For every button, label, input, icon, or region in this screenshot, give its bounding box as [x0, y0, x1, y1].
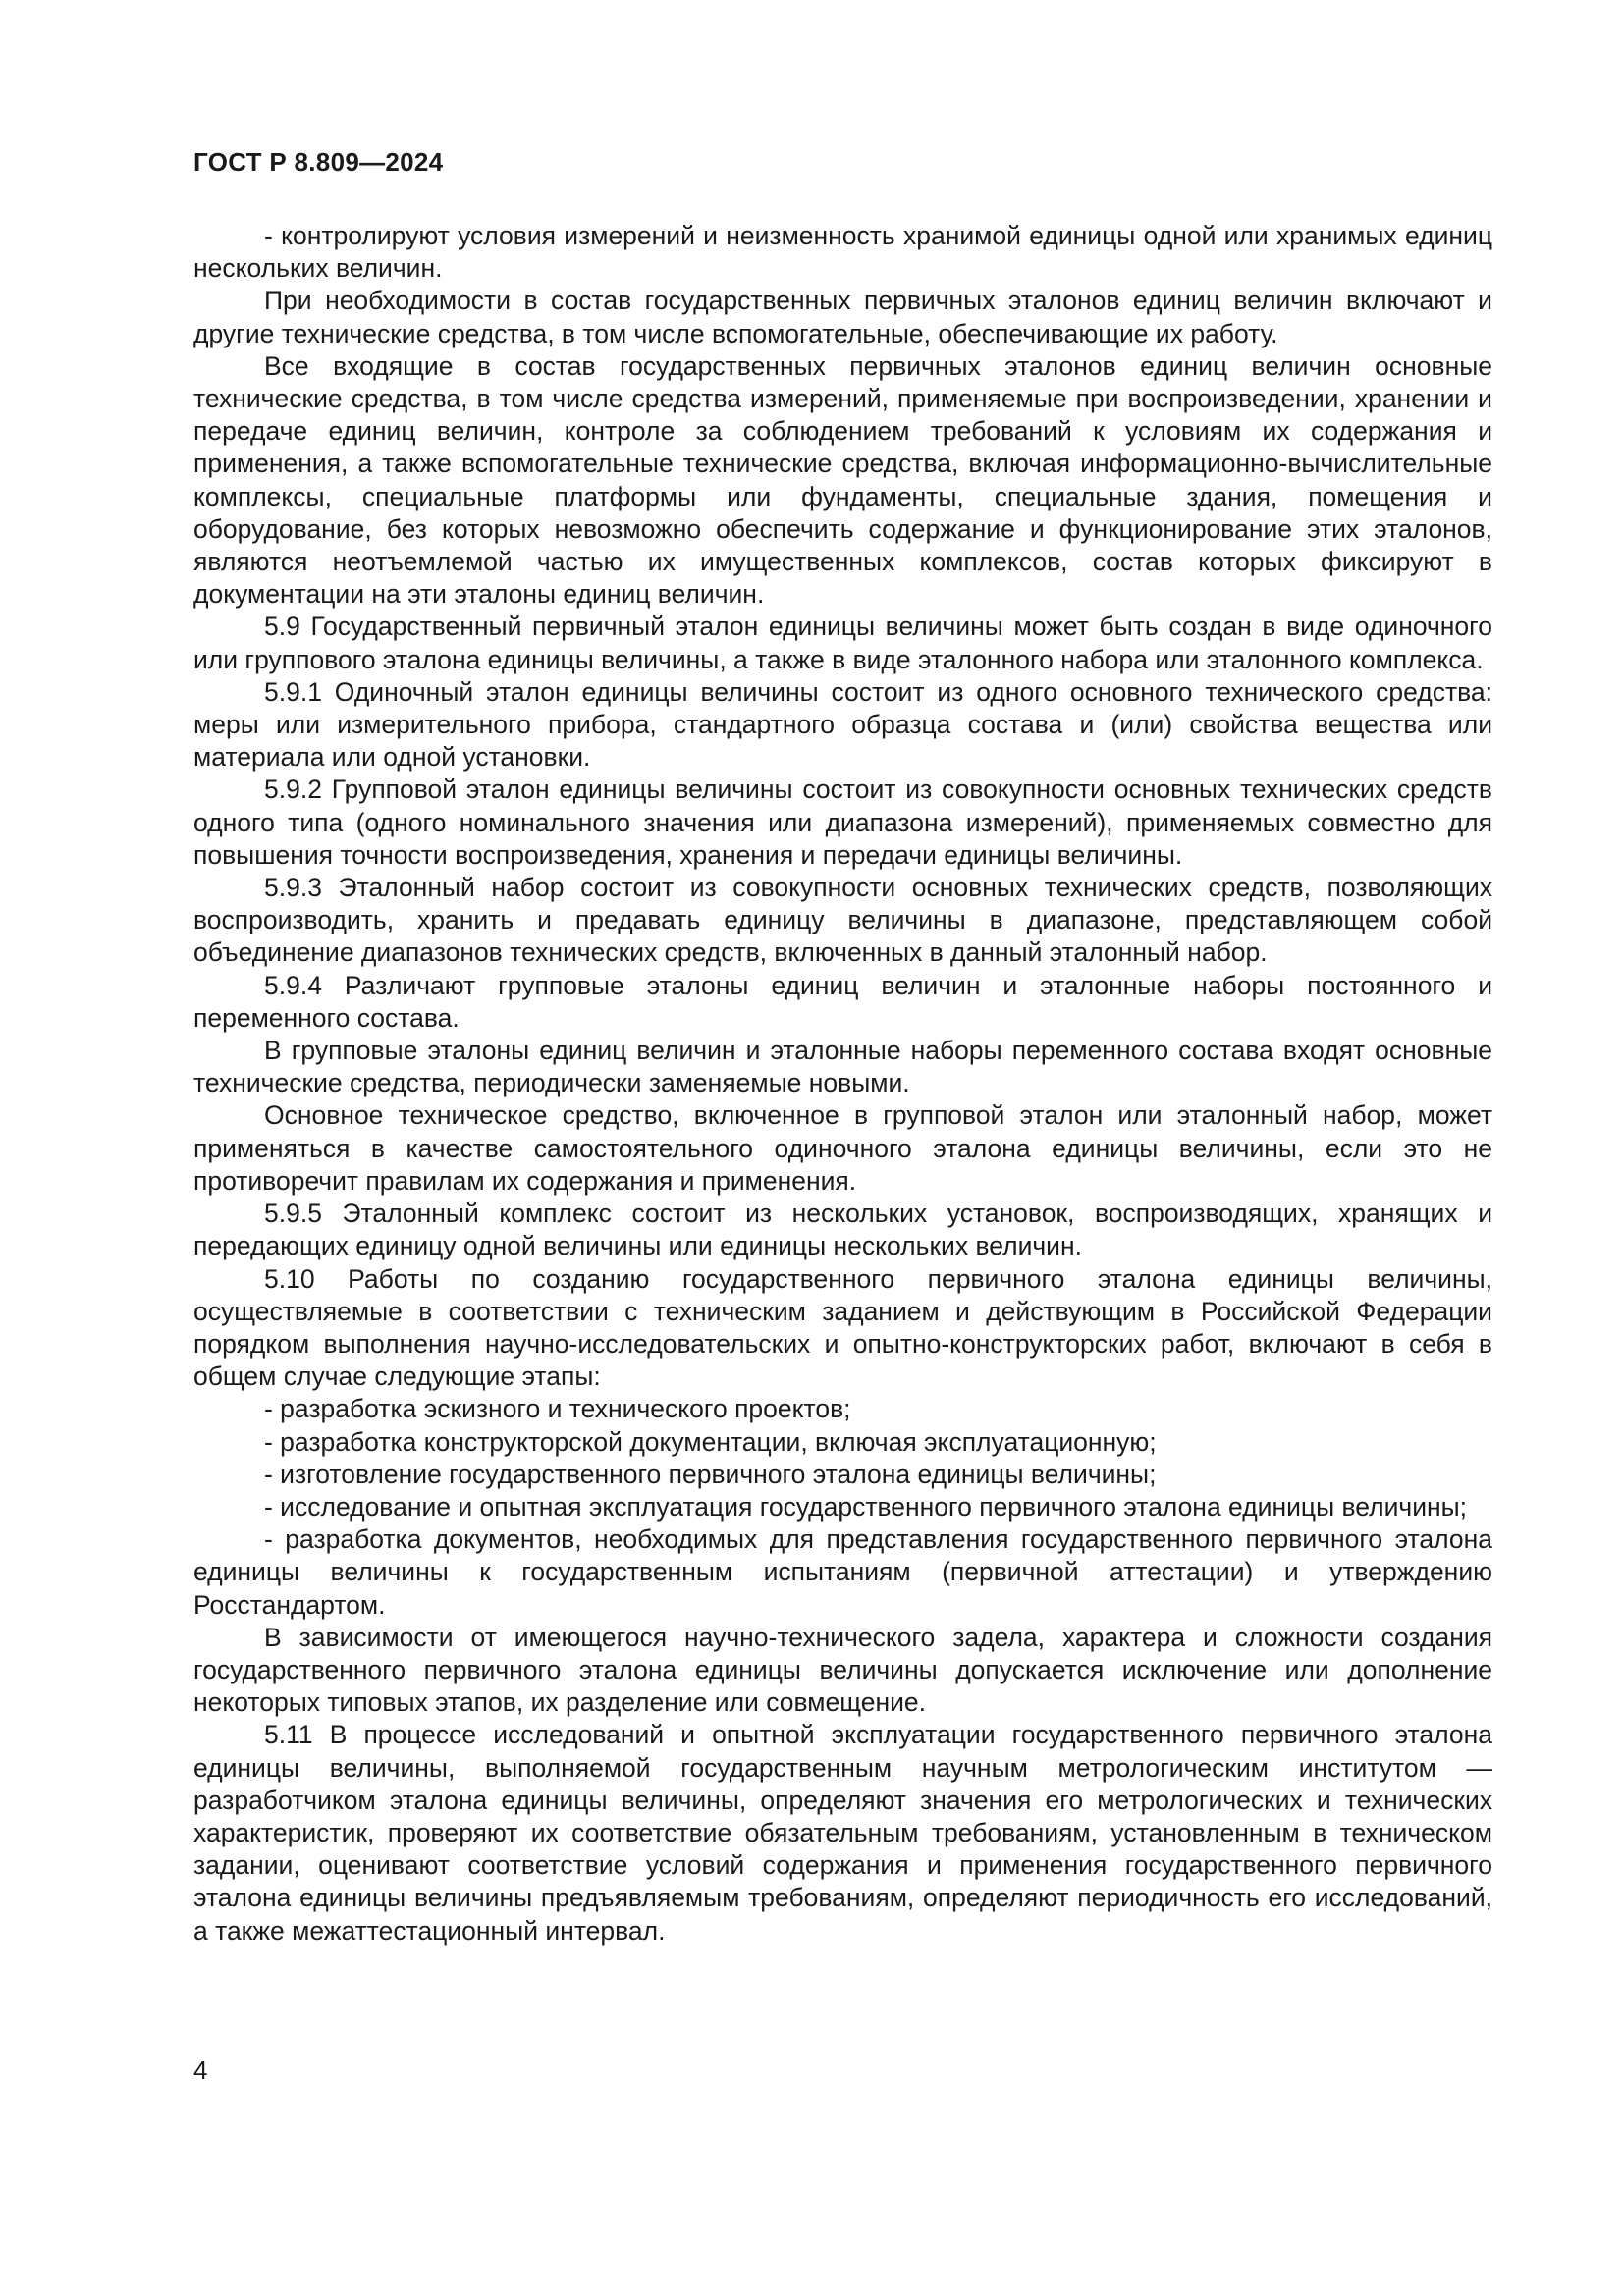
- paragraph: В групповые эталоны единиц величин и эталонные наборы переменного состава входят основные технические средства, периодически заменяемые новыми.: [193, 1036, 1492, 1098]
- paragraph: 5.11 В процессе исследований и опытной эксплуатации государственного первичного эталона единицы величины, выполняемой государственным научным метрологическим институтом — разработчиком эталона единицы величины, определяют значения его метрологических и технических характеристик, проверяют их соответствие обязательным требованиям, установленным в техническом задании, оценивают соответствие условий содержания и применения государственного первичного эталона единицы величины предъявляемым требованиям, определяют периодичность его исследований, а также межаттестационный интервал.: [193, 1720, 1492, 1946]
- paragraph: 5.9.4 Различают групповые эталоны единиц величин и эталонные наборы постоянного и переменного состава.: [193, 970, 1492, 1033]
- paragraph: Все входящие в состав государственных первичных эталонов единиц величин основные технические средства, в том числе средства измерений, применяемые при воспроизведении, хранении и передаче единиц величин, контроле за соблюдением требований к условиям их содержания и применения, а также вспомогательные технические средства, включая информационно-вычислительные комплексы, специальные платформы или фундаменты, специальные здания, помещения и оборудование, без которых невозможно обеспечить содержание и функционирование этих эталонов, являются неотъемлемой частью их имущественных комплексов, состав которых фиксируют в документации на эти эталоны единиц величин.: [193, 350, 1492, 610]
- paragraph: 5.9.5 Эталонный комплекс состоит из нескольких установок, воспроизводящих, хранящих и передающих единицу одной величины или единицы нескольких величин.: [193, 1199, 1492, 1261]
- paragraph: 5.9.1 Одиночный эталон единицы величины состоит из одного основного технического средства: меры или измерительного прибора, стандартного образца состава и (или) свойства вещества или материала или одной установки.: [193, 676, 1492, 773]
- paragraph: 5.9.3 Эталонный набор состоит из совокупности основных технических средств, позволяющих воспроизводить, хранить и предавать единицу величины в диапазоне, представляющем собой объединение диапазонов технических средств, включенных в данный эталонный набор.: [193, 873, 1492, 968]
- list-item: - разработка конструкторской документации, включая эксплуатационную;: [264, 1426, 1157, 1457]
- list-item: - изготовление государственного первичного эталона единицы величины;: [264, 1459, 1157, 1489]
- list-item: - исследование и опытная эксплуатация государственного первичного эталона единицы величины;: [264, 1491, 1468, 1522]
- paragraph: В зависимости от имеющегося научно-технического задела, характера и сложности создания государственного первичного эталона единицы величины допускается исключение или дополнение некоторых типовых этапов, их разделение или совмещение.: [193, 1622, 1492, 1718]
- page-number: 4: [193, 2056, 208, 2085]
- document-body: [193, 220, 1492, 1948]
- paragraph: При необходимости в состав государственных первичных эталонов единиц величин включают и другие технические средства, в том числе вспомогательные, обеспечивающие их работу.: [193, 286, 1492, 348]
- list-item: - разработка документов, необходимых для представления государственного первичного эталона единицы величины к государственным испытаниям (первичной аттестации) и утверждению Росстандартом.: [193, 1524, 1492, 1620]
- list-item: - разработка эскизного и технического проектов;: [264, 1394, 851, 1424]
- paragraph: 5.9 Государственный первичный эталон единицы величины может быть создан в виде одиночного или группового эталона единицы величины, а также в виде эталонного набора или эталонного комплекса.: [193, 612, 1492, 674]
- document-header: ГОСТ Р 8.809—2024: [193, 147, 444, 177]
- paragraph: Основное техническое средство, включенное в групповой эталон или эталонный набор, может применяться в качестве самостоятельного одиночного эталона единицы величины, если это не противоречит правилам их содержания и применения.: [193, 1100, 1492, 1196]
- paragraph: - контролируют условия измерений и неизменность хранимой единицы одной или хранимых единиц нескольких величин.: [193, 221, 1492, 284]
- paragraph: 5.9.2 Групповой эталон единицы величины состоит из совокупности основных технических средств одного типа (одного номинального значения или диапазона измерений), применяемых совместно для повышения точности воспроизведения, хранения и передачи единицы величины.: [193, 774, 1492, 870]
- paragraph: 5.10 Работы по созданию государственного первичного эталона единицы величины, осуществляемые в соответствии с техническим заданием и действующим в Российской Федерации порядком выполнения научно-исследовательских и опытно-конструкторских работ, включают в себя в общем случае следующие этапы:: [193, 1263, 1492, 1392]
